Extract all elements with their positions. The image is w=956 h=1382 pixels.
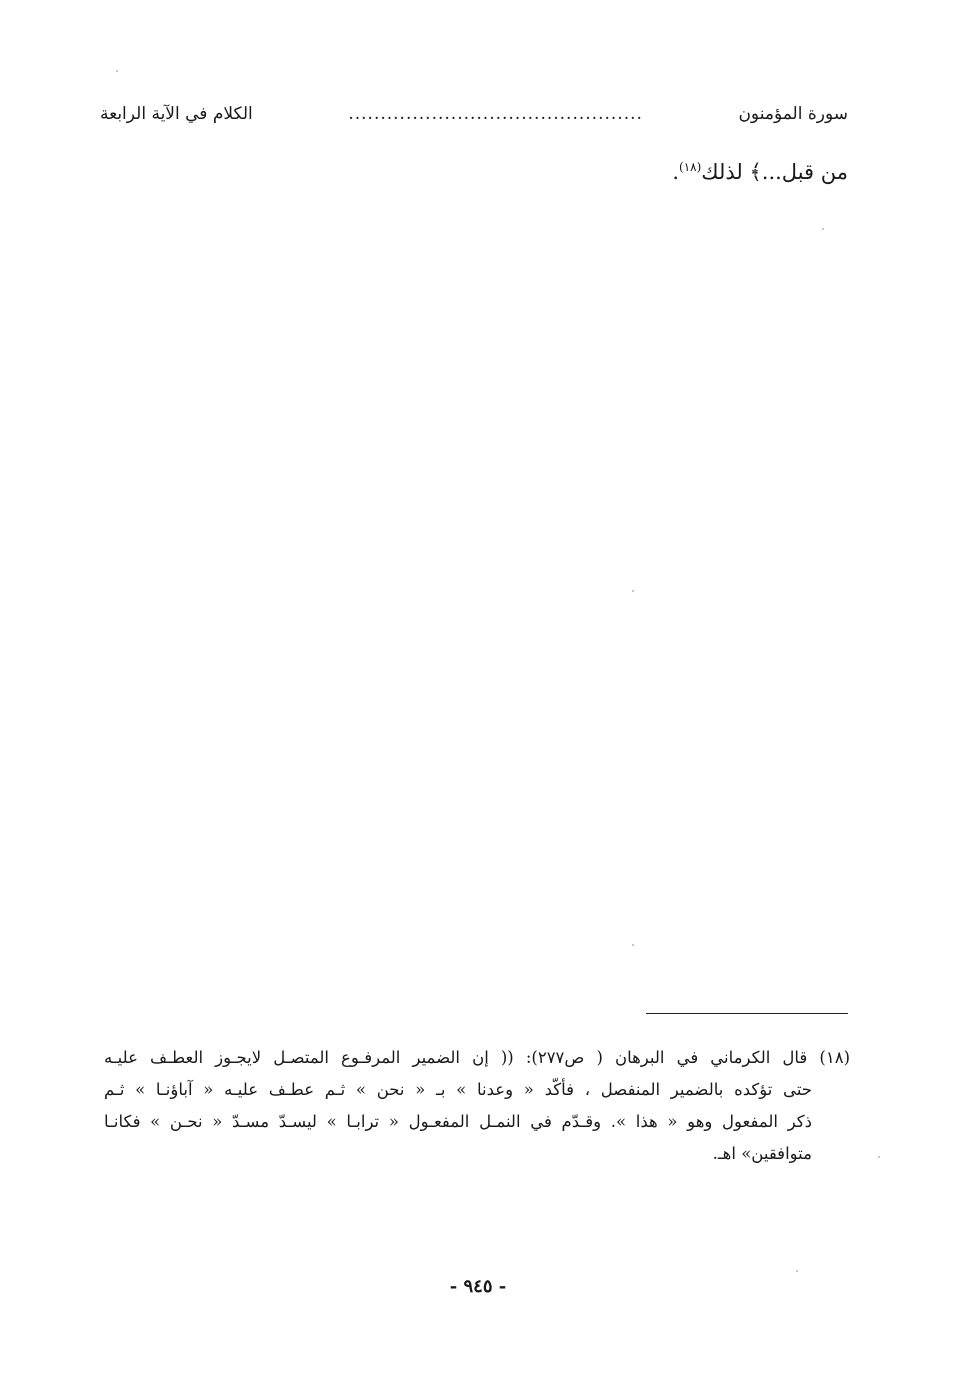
footnote-line: حتى تؤكده بالضمير المنفصل ، فأكّد « وعدنا » بـ « نحن » ثـم عطـف عليـه « آباؤنـا » ثـم [104,1080,812,1099]
footnote-line: (١٨) قال الكرماني في البرهان ( ص٢٧٧): (( إن الضمير المرفـوع المتصـل لايجـوز العطـف عليـه [104,1048,851,1067]
footnote-line: متوافقين» اهـ. [712,1144,812,1163]
scan-speck [878,1156,880,1158]
body-text-end: . [672,160,680,184]
scan-speck [116,70,118,72]
scan-speck [796,1270,798,1272]
header-dot-leader: .............................................. [348,104,643,124]
footnote [104,1042,850,1170]
footnote-reference: (١٨) [679,160,702,174]
footnote-separator [646,1013,848,1014]
scan-speck [632,944,634,946]
header-surah-title: سورة المؤمنون [738,104,848,124]
body-text: من قبل...﴾ لذلك [701,160,848,184]
footnote-line: ذكر المفعول وهو « هذا ». وقـدّم في النمـل المفعـول « ترابـا » ليسـدّ مسـدّ « نحـن » فكانـا [104,1112,812,1131]
scan-speck [632,590,634,592]
scan-speck [822,228,824,230]
page-number: - ٩٤٥ - [449,1276,507,1297]
running-header [100,104,848,138]
header-section-title: الكلام في الآية الرابعة [100,104,253,124]
body-text-line [100,160,848,184]
